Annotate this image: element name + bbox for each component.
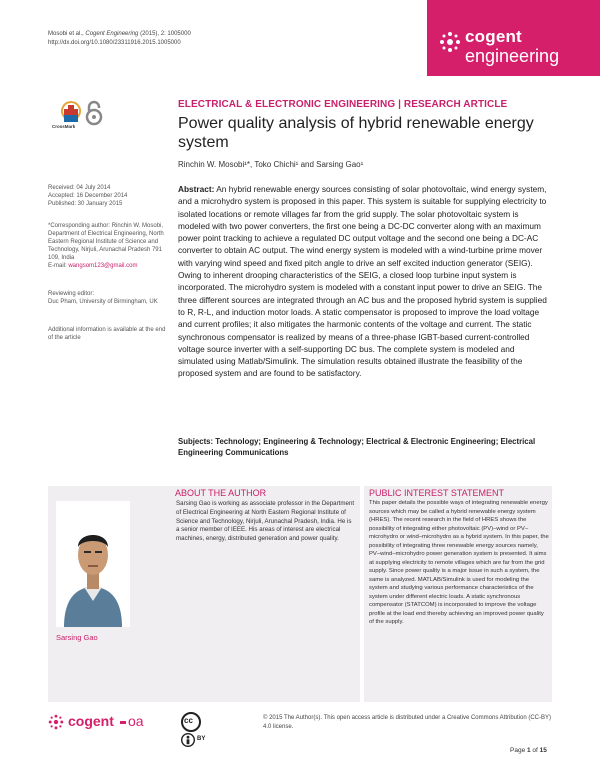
journal-brand — [427, 0, 600, 76]
brand-word-engineering: engineering — [465, 46, 560, 66]
footer-logo-word-cogent: cogent — [68, 713, 114, 729]
citation: Mosobi et al., Cogent Engineering (2015), 2: 1005000 http://dx.doi.org/10.1080/23311916.2015.1005000 — [48, 31, 191, 46]
author-photo — [56, 501, 130, 627]
published-date: Published: 30 January 2015 — [48, 201, 123, 207]
cogent-dots-icon — [48, 714, 64, 730]
by-label: BY — [197, 736, 206, 742]
doi-link[interactable]: http://dx.doi.org/10.1080/23311916.2015.1005000 — [48, 40, 181, 46]
footer-logo-word-oa: oa — [128, 713, 144, 729]
article-title: Power quality analysis of hybrid renewable energy system — [178, 115, 534, 151]
cc-label: cc — [184, 716, 193, 725]
license-text: © 2015 The Author(s). This open access article is distributed under a Creative Commons Attribution (CC-BY) 4.0 license. — [263, 715, 551, 730]
photo-caption: Sarsing Gao — [56, 633, 98, 642]
reviewing-editor: Reviewing editor: Duc Pham, University of Birmingham, UK — [48, 291, 158, 305]
received-date: Received: 04 July 2014 — [48, 185, 111, 191]
brand-word-cogent: cogent — [465, 27, 522, 46]
about-author-heading: ABOUT THE AUTHOR — [175, 488, 267, 498]
cogent-oa-logo[interactable] — [48, 712, 158, 734]
page-number: Page 1 of 15 — [510, 747, 547, 754]
dates-block — [48, 184, 166, 208]
cc-license-icons[interactable] — [177, 712, 207, 754]
about-author-text: Sarsing Gao is working as associate professor in the Department of Electrical Engineering at North Eastern Regional Institute of Science and Technology, Nirjuli, Arunachal Pradesh, India. He is a senior member of IEEE. His areas of interest are electrical machines, energy, distributed generation and power quality. — [176, 500, 355, 543]
section-label: ELECTRICAL & ELECTRONIC ENGINEERING | RESEARCH ARTICLE — [178, 99, 508, 110]
attribution-icon — [181, 733, 195, 747]
email-link[interactable]: wangsom123@gmail.com — [68, 263, 138, 269]
abstract: Abstract: An hybrid renewable energy sources consisting of solar photovoltaic, wind energy system, and a microhydro system is proposed in this paper. This system is suitable for supplying electricity to isolated locations or remote villages far from the grid supply. The solar photovoltaic system is modeled with two power converters, the first one being a DC-DC converter along with an maximum power point tracking to achieve a regulated DC output voltage and the second one being a DC-AC converter to obtain AC output. The wind energy system is modeled with a wind-turbine prime mover with varying wind speed and fixed pitch angle to drive an self excited induction generator (SEIG). Owing to inherent drooping characteristics of the SEIG, a closed loop turbine input system is incorporated. The microhydro system is modeled with a constant input power to drive an SEIG. The three different sources are integrated through an AC bus and the proposed hybrid system is supplied to R, R-L, and induction motor loads. A static compensator is proposed to improve the load voltage and current profiles; it also mitigates the harmonic contents of the voltage and current. The static synchronous compensator is realized by means of a three-phase IGBT-based current-controlled voltage source inverter with a self-supporting DC bus. The complete system is modeled and simulated using Matlab/Simulink. The simulation results obtained illustrate the feasibility of the proposed system and are found to be satisfactory. — [178, 184, 547, 379]
public-interest-text: This paper details the possible ways of integrating renewable energy sources which may be called a hybrid renewable energy system (HRES). The recent research in the field of HRES shows the possibility of integrating either photovoltaic (PV)–wind or PV–microhydro or wind–microhydro as a hybrid system. In this paper, the possibility of integrating three renewable energy sources namely, PV–wind–microhydro power generation system is presented. It aims at supplying electricity to remote villages which are far from the grid supply. Since power quality is a major issue in such a system, the same is analyzed. MATLAB/Simulink is used for modeling the system and studying various performance characteristics of the system under different electric loads. A static synchronous compensator (STATCOM) is incorporated to improve the voltage profile at the load end thereby achieving an improved power quality of the supply. — [369, 500, 549, 625]
footer-logo-dash — [120, 721, 126, 724]
public-interest-heading: PUBLIC INTEREST STATEMENT — [369, 488, 505, 498]
cogent-dots-icon — [439, 31, 461, 53]
corresponding-author: *Corresponding author: Rinchin W. Mosobi, Department of Electrical Engineering, North Eastern Regional Institute of Science and Technology, Nirjuli, Arunachal Pradesh 791 109, India E-mail: wangsom123@gmail.com — [48, 223, 164, 269]
additional-info: Additional information is available at the end of the article — [48, 327, 166, 341]
accepted-date: Accepted: 16 December 2014 — [48, 193, 128, 199]
subjects: Subjects: Technology; Engineering & Technology; Electrical & Electronic Engineering; Electrical Engineering Communications — [178, 437, 536, 457]
authors-line: Rinchin W. Mosobi¹*, Toko Chichi¹ and Sarsing Gao¹ — [178, 160, 364, 169]
crossmark-label: CrossMark — [52, 124, 76, 129]
open-access-lock-icon — [85, 100, 103, 126]
